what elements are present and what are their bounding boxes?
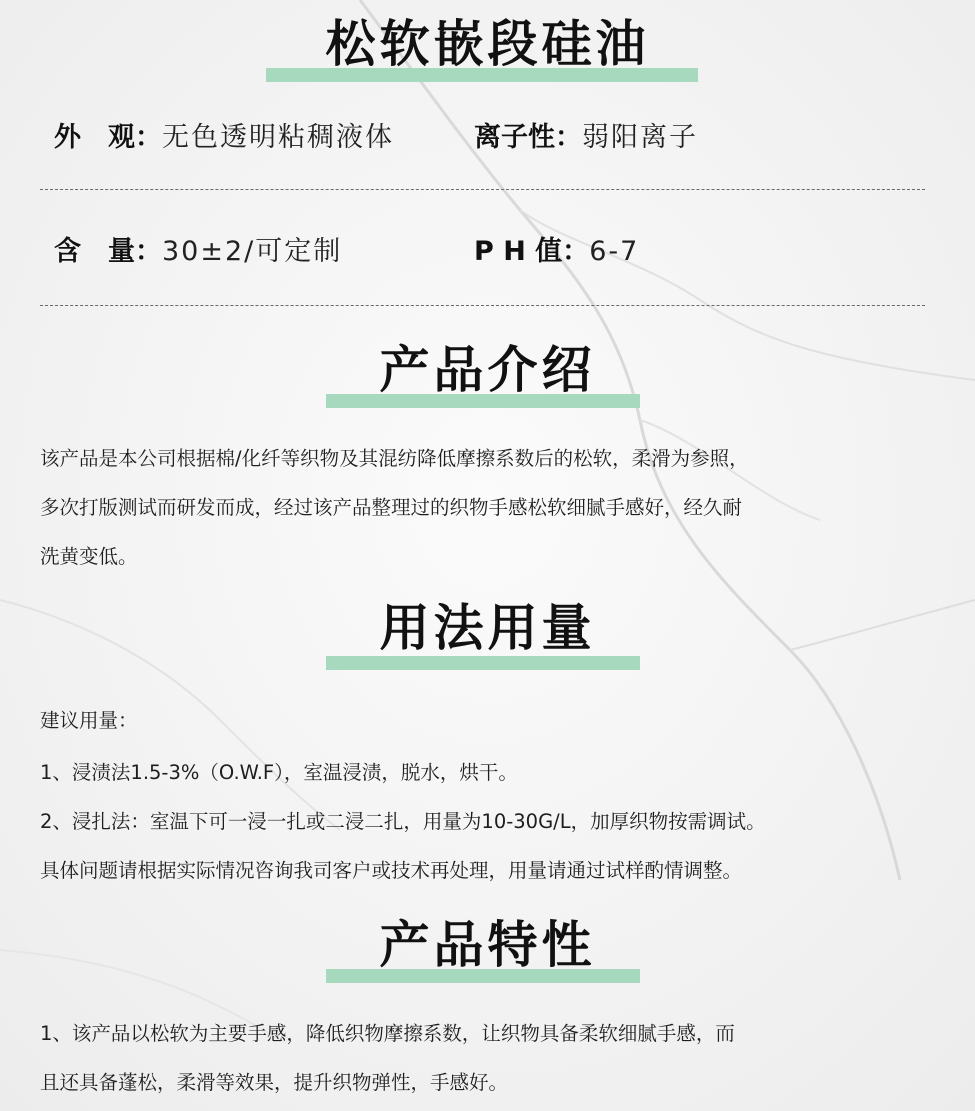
usage-heading xyxy=(0,598,975,670)
features-title: 产品特性 xyxy=(379,916,596,974)
spec-ionic-value: 弱阳离子 xyxy=(582,122,698,153)
usage-line: 建议用量： xyxy=(40,709,138,732)
spec-ionic xyxy=(474,121,698,155)
spec-ionic-label: 离子性： xyxy=(474,122,582,153)
intro-title: 产品介绍 xyxy=(379,341,596,399)
spec-ph xyxy=(474,235,639,269)
intro-line: 多次打版测试而研发而成，经过该产品整理过的织物手感松软细腻手感好，经久耐 xyxy=(40,496,743,519)
intro-heading xyxy=(0,340,975,412)
features-heading xyxy=(0,915,975,987)
usage-highlight-bar xyxy=(326,656,640,670)
spec-content xyxy=(54,235,342,269)
intro-line: 该产品是本公司根据棉/化纤等织物及其混纺降低摩擦系数后的松软，柔滑为参照， xyxy=(40,447,749,470)
features-line: 1、该产品以松软为主要手感，降低织物摩擦系数，让织物具备柔软细腻手感，而 xyxy=(40,1022,735,1045)
spec-ph-value: 6-7 xyxy=(589,236,640,267)
title-heading xyxy=(0,14,975,86)
usage-line: 具体问题请根据实际情况咨询我司客户或技术再处理，用量请通过试样酌情调整。 xyxy=(40,859,743,882)
usage-line: 2、浸扎法：室温下可一浸一扎或二浸二扎，用量为10-30G/L，加厚织物按需调试。 xyxy=(40,810,766,833)
spec-appearance-label: 外 观： xyxy=(54,122,162,153)
features-line: 且还具备蓬松，柔滑等效果，提升织物弹性，手感好。 xyxy=(40,1071,509,1094)
dashed-divider xyxy=(40,189,925,190)
usage-title: 用法用量 xyxy=(379,599,596,657)
intro-line: 洗黄变低。 xyxy=(40,545,138,568)
usage-line: 1、浸渍法1.5-3%（O.W.F），室温浸渍，脱水，烘干。 xyxy=(40,761,518,784)
spec-content-value: 30±2/可定制 xyxy=(162,236,343,267)
dashed-divider xyxy=(40,305,925,306)
spec-appearance-value: 无色透明粘稠液体 xyxy=(162,122,394,153)
spec-ph-label: P H 值： xyxy=(474,236,590,267)
spec-content-label: 含 量： xyxy=(54,236,162,267)
spec-appearance xyxy=(54,121,394,155)
page-title: 松软嵌段硅油 xyxy=(325,15,650,73)
